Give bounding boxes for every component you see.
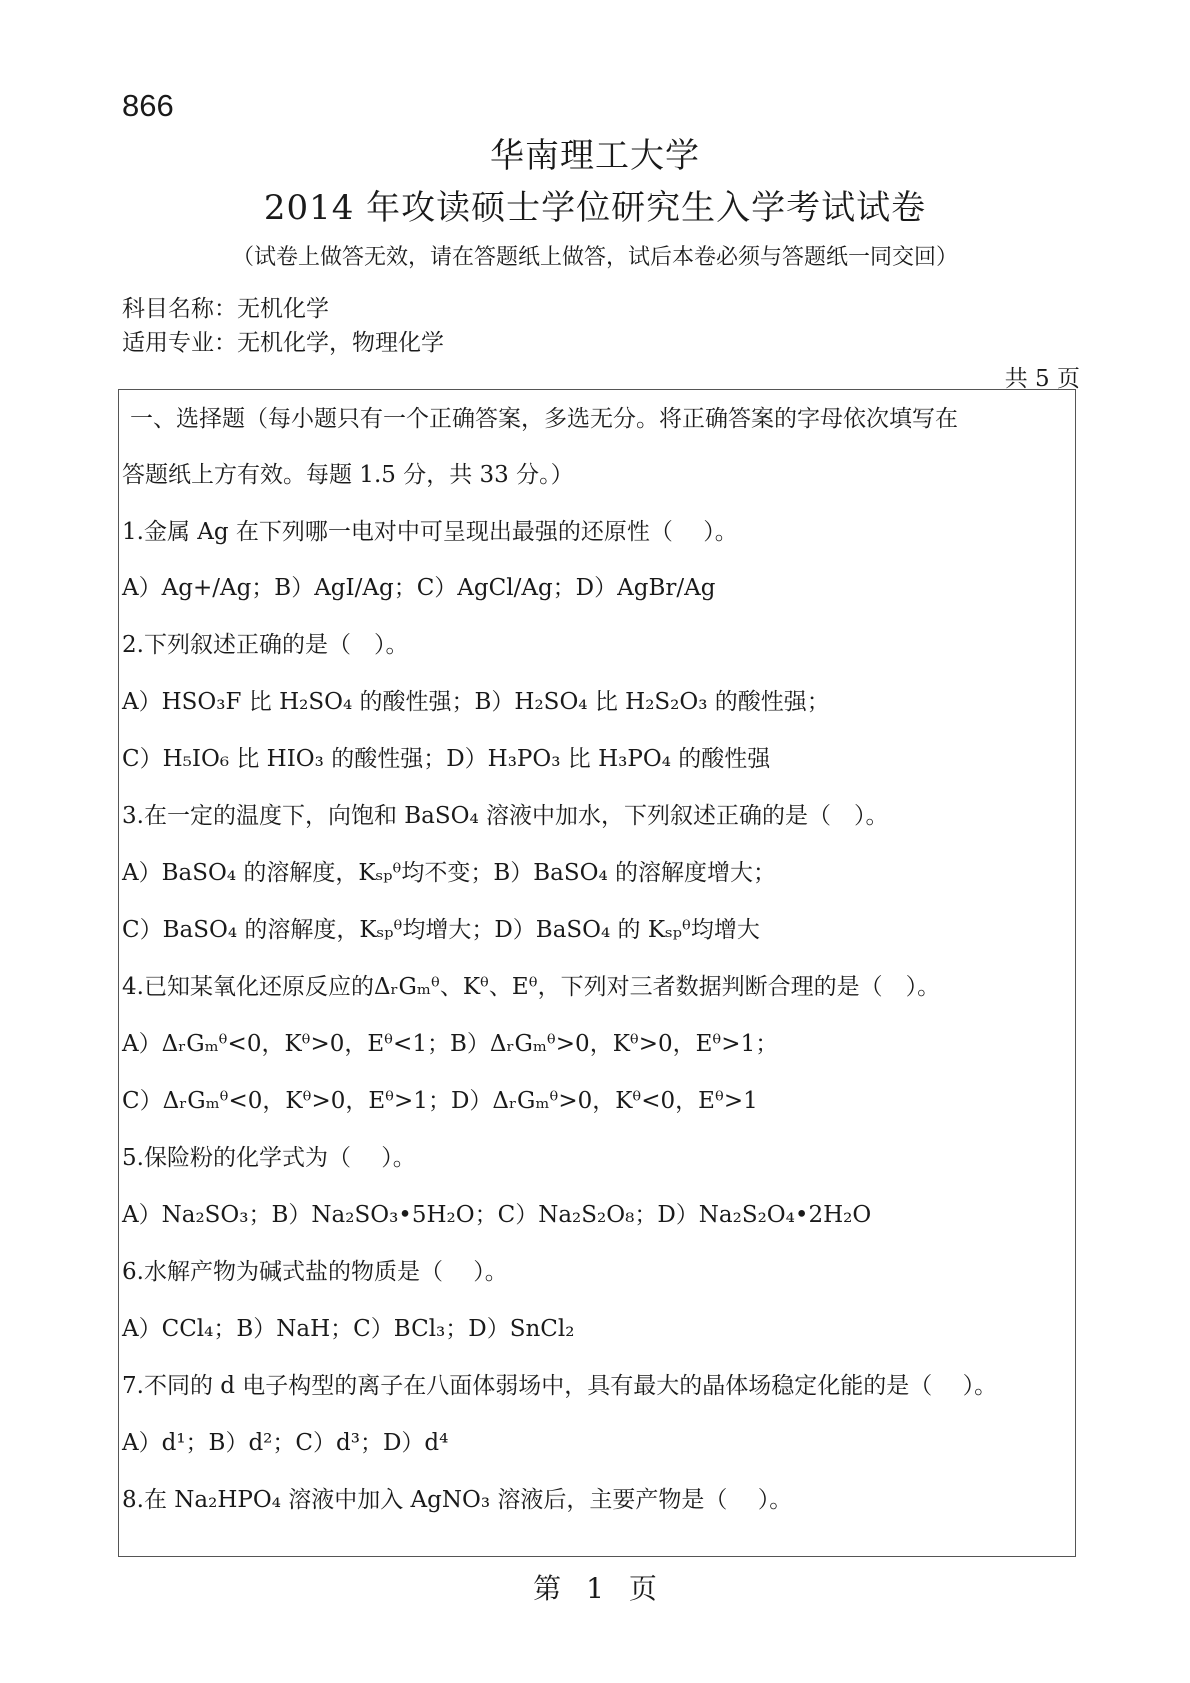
question-7-options: A）d¹；B）d²；C）d³；D）d⁴	[122, 1430, 449, 1456]
question-4-options-line1: A）ΔᵣGₘᶿ<0，Kᶿ>0，Eᶿ<1；B）ΔᵣGₘᶿ>0，Kᶿ>0，Eᶿ>1；	[122, 1031, 779, 1057]
question-2-options-line1: A）HSO₃F 比 H₂SO₄ 的酸性强；B）H₂SO₄ 比 H₂S₂O₃ 的酸性强；	[122, 689, 830, 715]
question-5-stem: 5.保险粉的化学式为（ ）。	[122, 1145, 416, 1171]
page-footer	[0, 1567, 1190, 1607]
footer-suffix: 页	[628, 1572, 657, 1605]
question-8-stem: 8.在 Na₂HPO₄ 溶液中加入 AgNO₃ 溶液后，主要产物是（ ）。	[122, 1487, 793, 1513]
question-5-options: A）Na₂SO₃；B）Na₂SO₃•5H₂O；C）Na₂S₂O₈；D）Na₂S₂O₄•2H₂O	[122, 1202, 872, 1228]
question-2-stem: 2.下列叙述正确的是（ ）。	[122, 632, 409, 658]
question-3-options-line2: C）BaSO₄ 的溶解度，Kₛₚᶿ均增大；D）BaSO₄ 的 Kₛₚᶿ均增大	[122, 917, 760, 943]
question-4-options-line2: C）ΔᵣGₘᶿ<0，Kᶿ>0，Eᶿ>1；D）ΔᵣGₘᶿ>0，Kᶿ<0，Eᶿ>1	[122, 1088, 758, 1114]
footer-page-number: 1	[586, 1572, 604, 1605]
section-title-line2: 答题纸上方有效。每题 1.5 分，共 33 分。）	[122, 462, 574, 488]
section-title-line1: 一、选择题（每小题只有一个正确答案，多选无分。将正确答案的字母依次填写在	[130, 406, 958, 432]
subject-name: 科目名称：无机化学	[122, 296, 329, 322]
applicable-majors: 适用专业：无机化学，物理化学	[122, 330, 444, 356]
question-3-options-line1: A）BaSO₄ 的溶解度，Kₛₚᶿ均不变；B）BaSO₄ 的溶解度增大；	[122, 860, 777, 886]
question-4-stem: 4.已知某氧化还原反应的ΔᵣGₘᶿ、Kᶿ、Eᶿ，下列对三者数据判断合理的是（ ）。	[122, 974, 941, 1000]
university-name: 华南理工大学	[490, 136, 700, 176]
footer-prefix: 第	[533, 1572, 562, 1605]
question-6-options: A）CCl₄；B）NaH；C）BCl₃；D）SnCl₂	[122, 1316, 575, 1342]
question-2-options-line2: C）H₅IO₆ 比 HIO₃ 的酸性强；D）H₃PO₃ 比 H₃PO₄ 的酸性强	[122, 746, 771, 772]
total-pages: 共 5 页	[1004, 366, 1080, 392]
subject-code: 866	[122, 88, 174, 123]
question-6-stem: 6.水解产物为碱式盐的物质是（ ）。	[122, 1259, 508, 1285]
answer-notice: （试卷上做答无效，请在答题纸上做答，试后本卷必须与答题纸一同交回）	[231, 245, 958, 270]
question-1-stem: 1.金属 Ag 在下列哪一电对中可呈现出最强的还原性（ ）。	[122, 519, 738, 545]
question-7-stem: 7.不同的 d 电子构型的离子在八面体弱场中，具有最大的晶体场稳定化能的是（ ）。	[122, 1373, 998, 1399]
question-3-stem: 3.在一定的温度下，向饱和 BaSO₄ 溶液中加水，下列叙述正确的是（ ）。	[122, 803, 889, 829]
exam-title: 2014 年攻读硕士学位研究生入学考试试卷	[263, 188, 927, 228]
question-1-options: A）Ag+/Ag；B）AgI/Ag；C）AgCl/Ag；D）AgBr/Ag	[122, 575, 716, 601]
